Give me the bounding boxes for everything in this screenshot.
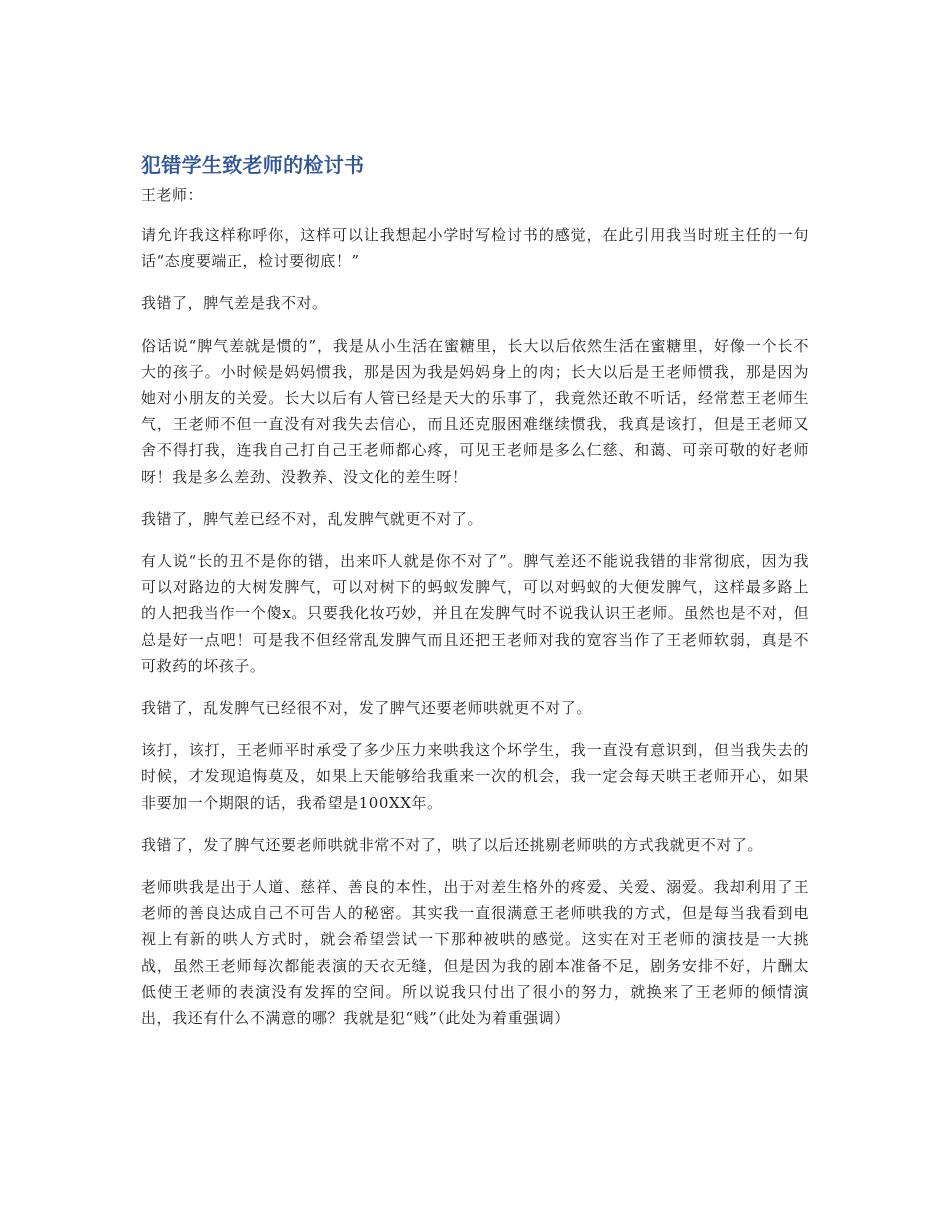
document-title: 犯错学生致老师的检讨书 <box>141 153 365 177</box>
paragraph: 请允许我这样称呼你，这样可以让我想起小学时写检讨书的感觉，在此引用我当时班主任的一句话“态度要端正，检讨要彻底！” <box>141 226 809 271</box>
paragraph: 我错了，脾气差已经不对，乱发脾气就更不对了。 <box>141 509 484 528</box>
paragraph: 我错了，脾气差是我不对。 <box>141 294 328 313</box>
paragraph: 老师哄我是出于人道、慈祥、善良的本性，出于对差生格外的疼爱、关爱、溺爱。我却利用了王老师的善良达成自己不可告人的秘密。其实我一直很满意王老师哄我的方式，但是每当我看到电视上有新的哄人方式时，就会希望尝试一下那种被哄的感觉。这实在对王老师的演技是一大挑战，虽然王老师每次都能表演的天衣无缝，但是因为我的剧本准备不足，剧务安排不好，片酬太低使王老师的表演没有发挥的空间。所以说我只付出了很小的努力，就换来了王老师的倾情演出，我还有什么不满意的哪？我就是犯“贱”（此处为着重强调） <box>141 878 809 1028</box>
document-page <box>141 150 809 1047</box>
paragraph: 有人说“长的丑不是你的错，出来吓人就是你不对了”。脾气差还不能说我错的非常彻底，因为我可以对路边的大树发脾气，可以对树下的蚂蚁发脾气，可以对蚂蚁的大便发脾气，这样最多路上的人把我当作一个傻x。只要我化妆巧妙，并且在发脾气时不说我认识王老师。虽然也是不对，但总是好一点吧！可是我不但经常乱发脾气而且还把王老师对我的宽容当作了王老师软弱，真是不可救药的坏孩子。 <box>141 552 809 675</box>
salutation: 王老师： <box>141 186 204 204</box>
paragraph: 我错了，发了脾气还要老师哄就非常不对了，哄了以后还挑剔老师哄的方式我就更不对了。 <box>141 835 764 854</box>
paragraph: 俗话说“脾气差就是惯的”，我是从小生活在蜜糖里，长大以后依然生活在蜜糖里，好像一个长不大的孩子。小时候是妈妈惯我，那是因为我是妈妈身上的肉；长大以后是王老师惯我，那是因为她对小朋友的关爱。长大以后有人管已经是天大的乐事了，我竟然还敢不听话，经常惹王老师生气，王老师不但一直没有对我失去信心，而且还克服困难继续惯我，我真是该打，但是王老师又舍不得打我，连我自己打自己王老师都心疼，可见王老师是多么仁慈、和蔼、可亲可敬的好老师呀！我是多么差劲、没教养、没文化的差生呀！ <box>141 336 809 486</box>
paragraph: 我错了，乱发脾气已经很不对，发了脾气还要老师哄就更不对了。 <box>141 699 592 718</box>
paragraph: 该打，该打，王老师平时承受了多少压力来哄我这个坏学生，我一直没有意识到，但当我失去的时候，才发现追悔莫及，如果上天能够给我重来一次的机会，我一定会每天哄王老师开心，如果非要加一个期限的话，我希望是100XX年。 <box>141 741 809 812</box>
